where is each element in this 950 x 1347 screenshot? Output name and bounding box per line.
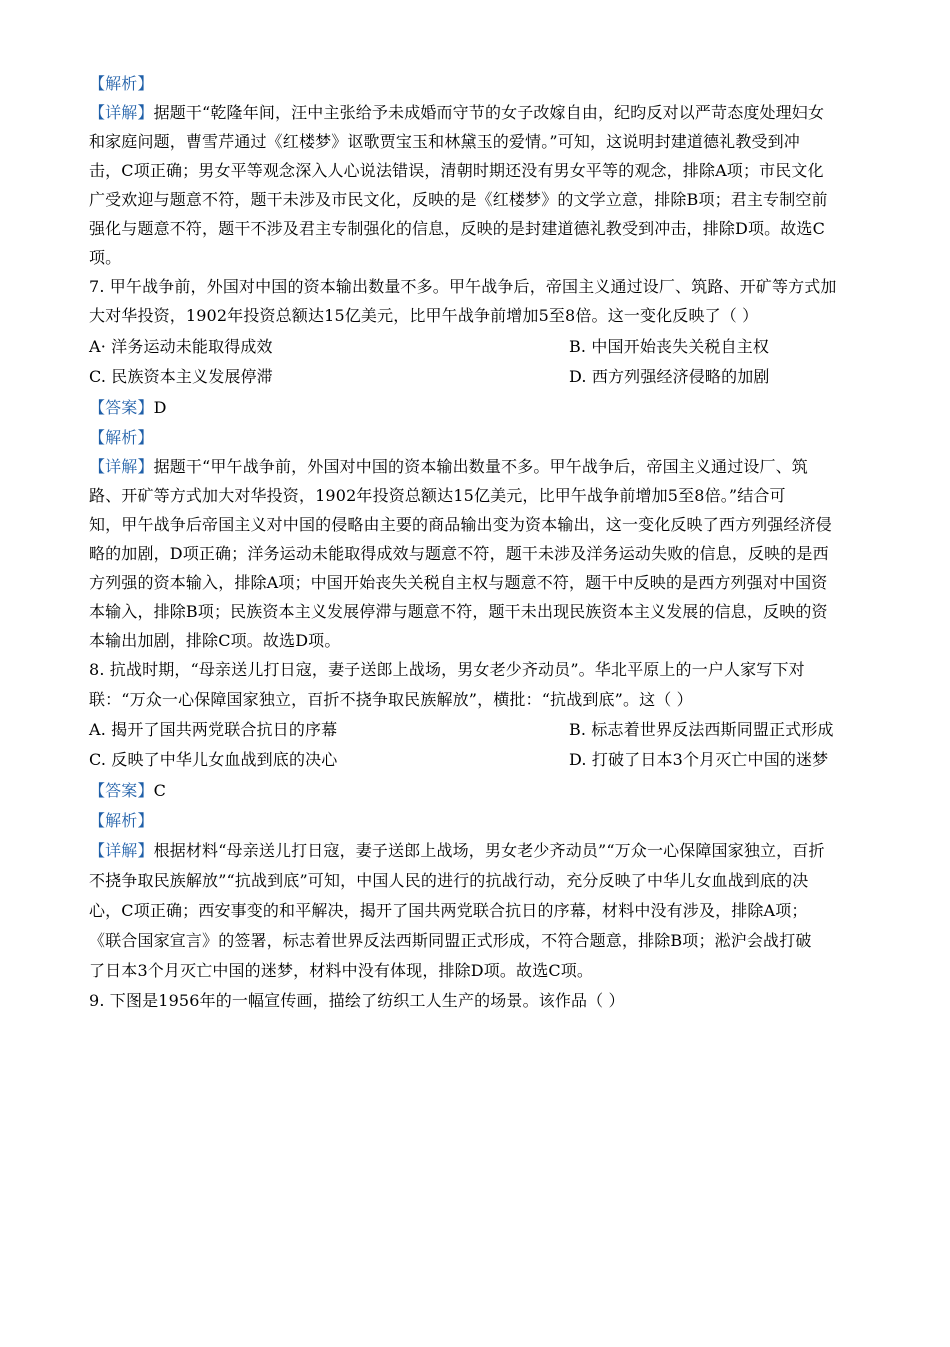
explanation-paragraph: 【详解】据题干“乾隆年间，汪中主张给予未成婚而守节的女子改嫁自由，纪昀反对以严苛态度处理妇女 (89, 103, 825, 122)
text-line: 不挠争取民族解放”“抗战到底”可知，中国人民的进行的抗战行动，充分反映了中华儿女血战到底的决 (89, 871, 809, 890)
text-line: 方列强的资本输入，排除A项；中国开始丧失关税自主权与题意不符，题干中反映的是西方列强对中国资 (89, 573, 828, 592)
question-9: 9. 下图是1956年的一幅宣传画，描绘了纺织工人生产的场景。该作品（ ） (89, 991, 625, 1010)
text-line: 本输入，排除B项；民族资本主义发展停滞与题意不符，题干未出现民族资本主义发展的信息，反映的资 (89, 602, 828, 621)
text-line: 略的加剧，D项正确；洋务运动未能取得成效与题意不符，题干未涉及洋务运动失败的信息，反映的是西 (89, 544, 829, 563)
text-line: 项。 (89, 248, 122, 267)
answer-line: 【答案】C (89, 781, 167, 800)
explanation-paragraph: 【详解】据题干“甲午战争前，外国对中国的资本输出数量不多。甲午战争后，帝国主义通过设厂、筑 (89, 457, 808, 476)
analysis-heading: 【解析】 (89, 428, 154, 447)
text-line: 击，C项正确；男女平等观念深入人心说法错误，清朝时期还没有男女平等的观念，排除A项；市民文化 (89, 161, 824, 180)
option-row (89, 715, 879, 745)
text-line: 知，甲午战争后帝国主义对中国的侵略由主要的商品输出变为资本输出，这一变化反映了西方列强经济侵 (89, 515, 832, 534)
text-line: 强化与题意不符，题干不涉及君主专制强化的信息，反映的是封建道德礼教受到冲击，排除D项。故选C (89, 219, 825, 238)
text-line: 《联合国家宣言》的签署，标志着世界反法西斯同盟正式形成，不符合题意，排除B项；淞沪会战打破 (89, 931, 812, 950)
question-7: 7. 甲午战争前，外国对中国的资本输出数量不多。甲午战争后，帝国主义通过设厂、筑路、开矿等方式加 (89, 277, 837, 296)
option-row (89, 332, 879, 362)
option-b: B. 中国开始丧失关税自主权 (569, 337, 770, 356)
text-line: 本输出加剧，排除C项。故选D项。 (89, 631, 341, 650)
option-c: C. 民族资本主义发展停滞 (89, 367, 273, 386)
analysis-heading: 【解析】 (89, 811, 154, 830)
text-line: 心，C项正确；西安事变的和平解决，揭开了国共两党联合抗日的序幕，材料中没有涉及，排除A项； (89, 901, 808, 920)
text-line: 广受欢迎与题意不符，题干未涉及市民文化，反映的是《红楼梦》的文学立意，排除B项；君主专制空前 (89, 190, 828, 209)
explanation-paragraph: 【详解】根据材料“母亲送儿打日寇，妻子送郎上战场，男女老少齐动员”“万众一心保障国家独立，百折 (89, 841, 825, 860)
text-line: 了日本3个月灭亡中国的迷梦，材料中没有体现，排除D项。故选C项。 (89, 961, 594, 980)
question-8: 8. 抗战时期，“母亲送儿打日寇，妻子送郎上战场，男女老少齐动员”。华北平原上的一户人家写下对 (89, 660, 805, 679)
option-a: A· 洋务运动未能取得成效 (89, 337, 273, 356)
option-a: A. 揭开了国共两党联合抗日的序幕 (89, 720, 338, 739)
option-row (89, 745, 879, 775)
option-row (89, 362, 879, 392)
answer-line: 【答案】D (89, 398, 167, 417)
text-line: 路、开矿等方式加大对华投资，1902年投资总额达15亿美元，比甲午战争前增加5至8倍。”结合可 (89, 486, 786, 505)
option-d: D. 西方列强经济侵略的加剧 (569, 367, 770, 386)
analysis-heading: 【解析】 (89, 74, 154, 93)
text-line: 和家庭问题，曹雪芹通过《红楼梦》讴歌贾宝玉和林黛玉的爱情。”可知，这说明封建道德礼教受到冲 (89, 132, 800, 151)
option-c: C. 反映了中华儿女血战到底的决心 (89, 750, 338, 769)
option-b: B. 标志着世界反法西斯同盟正式形成 (569, 720, 834, 739)
question-text: 联：“万众一心保障国家独立，百折不挠争取民族解放”，横批：“抗战到底”。这（ ） (89, 690, 693, 709)
question-text: 大对华投资，1902年投资总额达15亿美元，比甲午战争前增加5至8倍。这一变化反映了（ ） (89, 306, 759, 325)
option-d: D. 打破了日本3个月灭亡中国的迷梦 (569, 750, 829, 769)
